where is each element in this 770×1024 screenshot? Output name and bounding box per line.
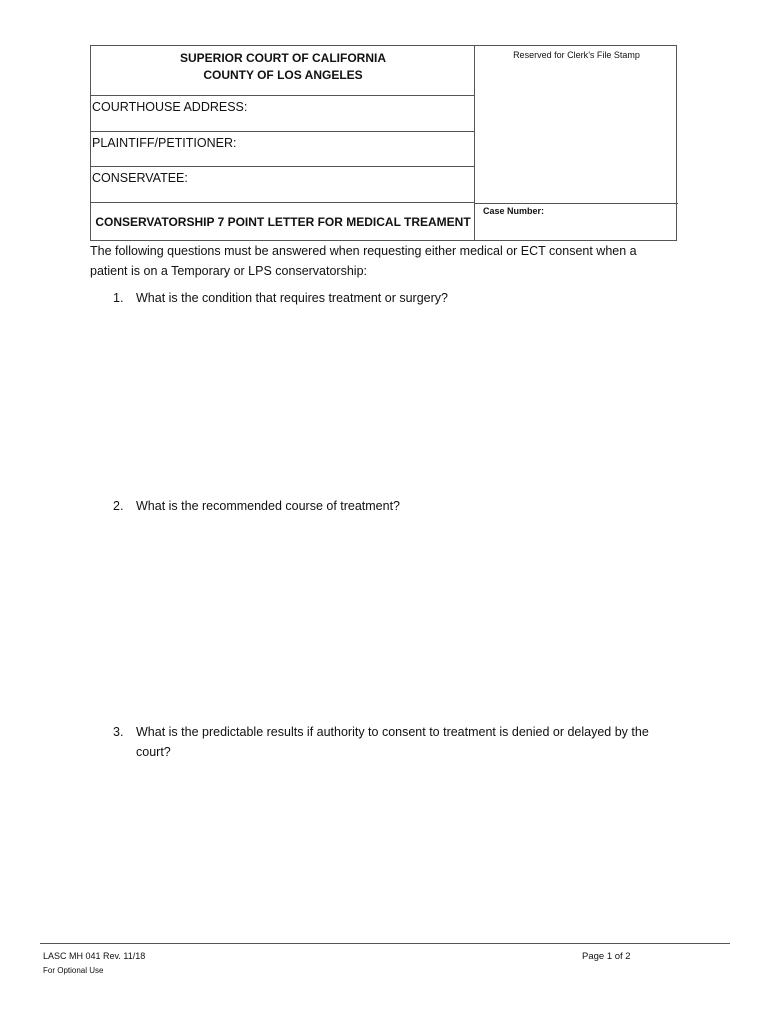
- question-text: What is the recommended course of treatment?: [136, 499, 401, 513]
- clerk-file-stamp-area: [475, 46, 678, 203]
- court-name-line-1: SUPERIOR COURT OF CALIFORNIA: [180, 51, 386, 65]
- case-caption-box: [90, 45, 677, 241]
- plaintiff-petitioner-field[interactable]: [91, 132, 475, 167]
- conservatee-label: CONSERVATEE:: [92, 171, 188, 185]
- question-text: What is the predictable results if authority to consent to treatment is denied or delayed by the court?: [136, 725, 649, 759]
- document-title: CONSERVATORSHIP 7 POINT LETTER FOR MEDICAL TREAMENT: [95, 215, 471, 229]
- courthouse-address-field[interactable]: [91, 96, 475, 132]
- question-1: [113, 288, 683, 308]
- case-number-label: Case Number:: [483, 206, 545, 216]
- question-2: [113, 496, 683, 516]
- court-name-line-2: COUNTY OF LOS ANGELES: [203, 68, 363, 82]
- courthouse-address-label: COURTHOUSE ADDRESS:: [92, 100, 248, 114]
- clerk-file-stamp-label: Reserved for Clerk’s File Stamp: [513, 50, 640, 60]
- page-number: Page 1 of 2: [582, 951, 631, 962]
- question-3: [113, 722, 683, 762]
- case-number-field[interactable]: [475, 203, 678, 242]
- form-usage-note: For Optional Use: [43, 966, 104, 975]
- question-number: 2.: [113, 499, 124, 513]
- question-text: What is the condition that requires treatment or surgery?: [136, 291, 448, 305]
- footer-divider: [40, 943, 730, 944]
- form-id: LASC MH 041 Rev. 11/18: [43, 951, 146, 961]
- conservatee-field[interactable]: [91, 167, 475, 203]
- caption-left-column: [91, 46, 475, 240]
- court-name: [91, 46, 475, 96]
- instructions-text: The following questions must be answered when requesting either medical or ECT consent when a patient is on a Temporary or LPS conservatorship:: [90, 244, 637, 278]
- plaintiff-petitioner-label: PLAINTIFF/PETITIONER:: [92, 136, 237, 150]
- question-number: 3.: [113, 725, 124, 739]
- question-number: 1.: [113, 291, 124, 305]
